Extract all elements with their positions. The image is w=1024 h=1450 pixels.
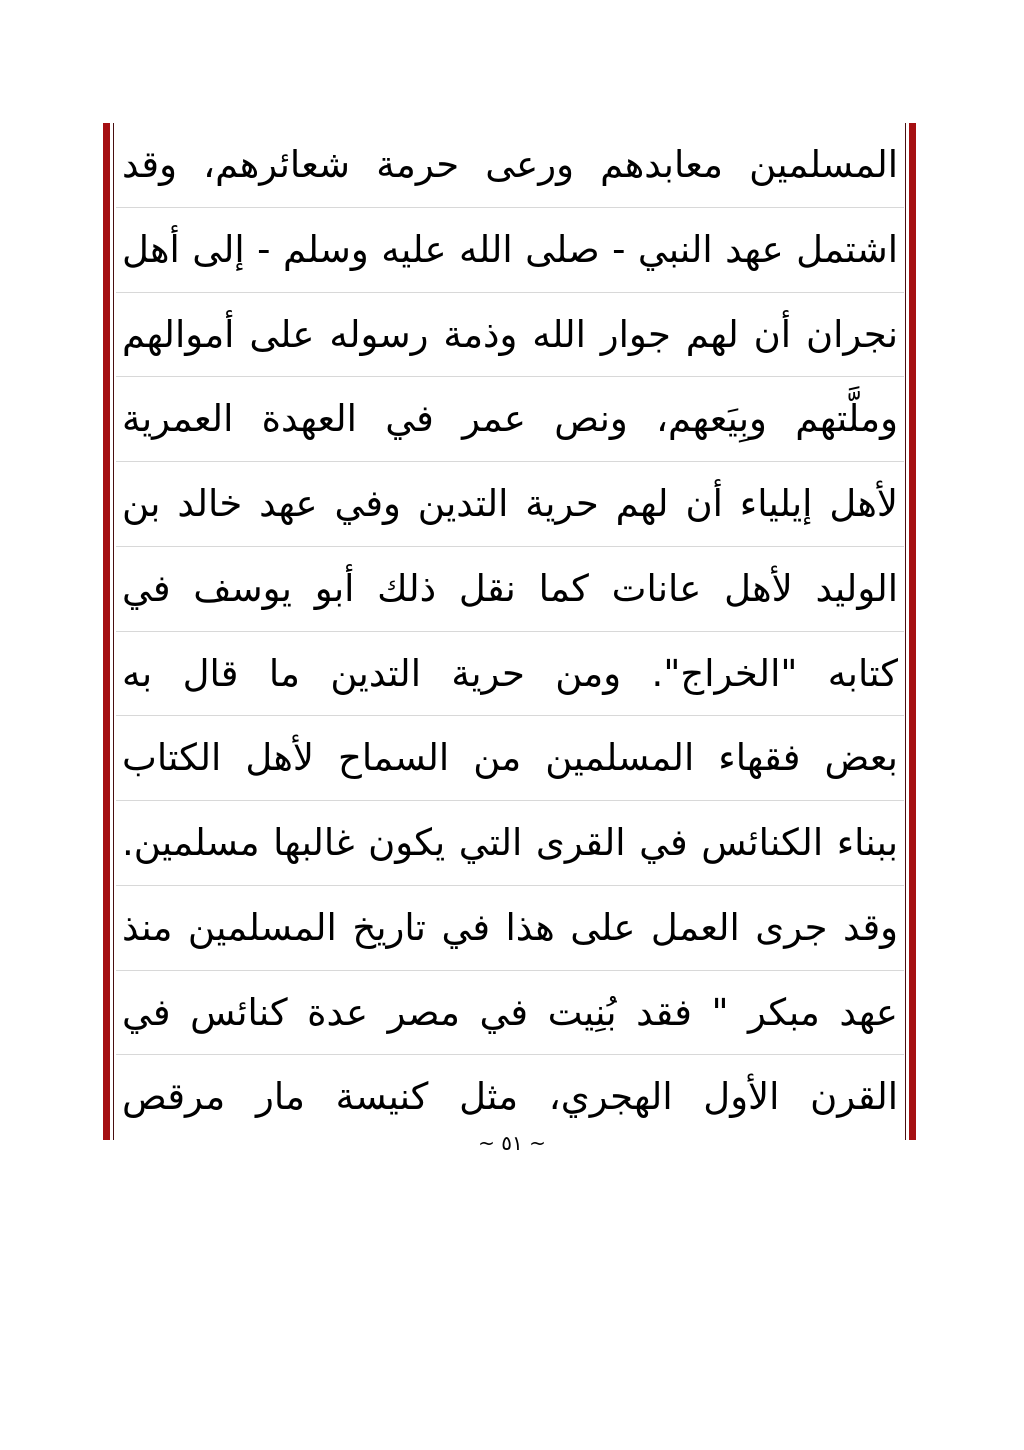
text-line-7: كتابه "الخراج". ومن حرية التدين ما قال به	[116, 632, 904, 717]
text-line-6: الوليد لأهل عانات كما نقل ذلك أبو يوسف في	[116, 547, 904, 632]
text-line-4: وملَّتهم وبِيَعهم، ونص عمر في العهدة العمرية	[116, 377, 904, 462]
text-line-3: نجران أن لهم جوار الله وذمة رسوله على أموالهم	[116, 293, 904, 378]
text-line-8: بعض فقهاء المسلمين من السماح لأهل الكتاب	[116, 716, 904, 801]
text-line-5: لأهل إيلياء أن لهم حرية التدين وفي عهد خالد بن	[116, 462, 904, 547]
text-line-9: ببناء الكنائس في القرى التي يكون غالبها مسلمين.	[116, 801, 904, 886]
text-line-1: المسلمين معابدهم ورعى حرمة شعائرهم، وقد	[116, 123, 904, 208]
text-line-2: اشتمل عهد النبي - صلى الله عليه وسلم - إلى أهل	[116, 208, 904, 293]
page-number: ~ ٥١ ~	[478, 1131, 546, 1150]
text-line-10: وقد جرى العمل على هذا في تاريخ المسلمين منذ	[116, 886, 904, 971]
right-decorative-border	[905, 123, 916, 1140]
text-line-11: عهد مبكر " فقد بُنِيت في مصر عدة كنائس في	[116, 971, 904, 1056]
text-line-12: القرن الأول الهجري، مثل كنيسة مار مرقص	[122, 1075, 898, 1119]
left-decorative-border	[103, 123, 114, 1140]
text-body	[116, 123, 904, 1140]
